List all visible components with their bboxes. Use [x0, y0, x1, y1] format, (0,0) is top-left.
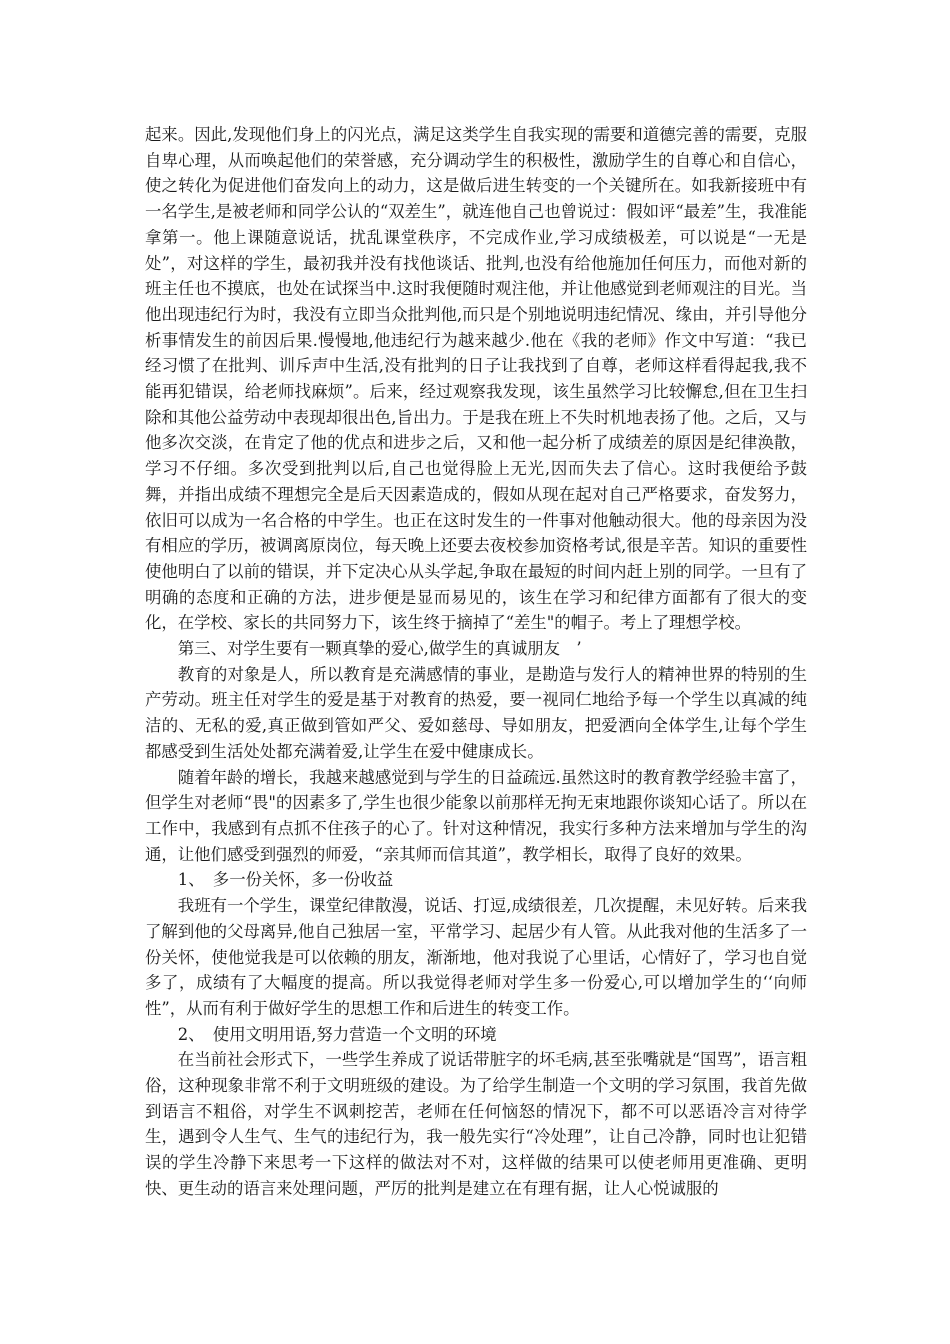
subheading-civil-language: 2、 使用文明用语,努力营造一个文明的环境: [177, 1024, 497, 1044]
document-body: [145, 122, 807, 1202]
paragraph-intro-case: 起来。因此,发现他们身上的闪光点，满足这类学生自我实现的需要和道德完善的需要，克服自卑心理，从而唤起他们的荣誉感，充分调动学生的积极性，激励学生的自尊心和自信心，使之转化为促进他们奋发向上的动力，这是做后进生转变的一个关键所在。如我新接班中有一名学生,是被老师和同学公认的“双差生”，就连他自己也曾说过：假如评“最差”生，我准能拿第一。他上课随意说话，扰乱课堂秩序，不完成作业,学习成绩极差，可以说是“一无是处”，对这样的学生，最初我并没有找他谈话、批判,也没有给他施加任何压力，而他对新的班主任也不摸底，也处在试探当中.这时我便随时观注他，并让他感觉到老师观注的目光。当他出现违纪行为时，我没有立即当众批判他,而只是个别地说明违纪情况、缘由，并引导他分析事情发生的前因后果.慢慢地,他违纪行为越来越少.他在《我的老师》作文中写道：“我已经习惯了在批判、训斥声中生活,没有批判的日子让我找到了自尊，老师这样看得起我,我不能再犯错误，给老师找麻烦”。后来，经过观察我发现，该生虽然学习比较懈怠,但在卫生扫除和其他公益劳动中表现却很出色,旨出力。于是我在班上不失时机地表扬了他。之后，又与他多次交淡，在肯定了他的优点和进步之后，又和他一起分析了成绩差的原因是纪律涣散，学习不仔细。多次受到批判以后,自己也觉得脸上无光,因而失去了信心。这时我便给予鼓舞，并指出成绩不理想完全是后天因素造成的，假如从现在起对自己严格要求，奋发努力，依旧可以成为一名合格的中学生。也正在这时发生的一件事对他触动很大。他的母亲因为没有相应的学历，被调离原岗位，每天晚上还要去夜校参加资格考试,很是辛苦。知识的重要性使他明白了以前的错误，并下定决心从头学起,争取在最短的时间内赶上别的同学。一旦有了明确的态度和正确的方法，进步便是显而易见的，该生在学习和纪律方面都有了很大的变化，在学校、家长的共同努力下，该生终于摘掉了“差生"的帽子。考上了理想学校。: [145, 125, 807, 633]
paragraph-care-example: 我班有一个学生，课堂纪律散漫，说话、打逗,成绩很差，几次提醒，未见好转。后来我了解到他的父母离异,他自己独居一室，平常学习、起居少有人管。从此我对他的生活多了一份关怀，使他觉我是可以依赖的朋友，渐渐地，他对我说了心里话，心情好了，学习也自觉多了，成绩有了大幅度的提高。所以我觉得老师对学生多一份爱心,可以增加学生的‘‘向师性”，从而有利于做好学生的思想工作和后进生的转变工作。: [145, 896, 807, 1018]
paragraph-education-love: 教育的对象是人，所以教育是充满感情的事业，是勘造与发行人的精神世界的特别的生产劳动。班主任对学生的爱是基于对教育的热爱，要一视同仁地给予每一个学生以真减的纯洁的、无私的爱,真正做到管如严父、爱如慈母、导如朋友，把爱洒向全体学生,让每个学生都感受到生活处处都充满着爱,让学生在爱中健康成长。: [145, 664, 807, 761]
section-heading-three: 第三、对学生要有一颗真挚的爱心,做学生的真诚朋友 ’: [177, 639, 582, 659]
paragraph-growing-distance: 随着年龄的增长，我越来越感觉到与学生的日益疏远.虽然这时的教育教学经验丰富了，但学生对老师“畏"的因素多了,学生也很少能象以前那样无拘无束地跟你谈知心话了。所以在工作中，我感到有点抓不住孩子的心了。针对这种情况，我实行多种方法来增加与学生的沟通，让他们感受到强烈的师爱，“亲其师而信其道”，教学相长，取得了良好的效果。: [145, 767, 807, 864]
paragraph-civil-language: 在当前社会形式下，一些学生养成了说话带脏字的坏毛病,甚至张嘴就是“国骂”，语言粗俗，这种现象非常不利于文明班级的建设。为了给学生制造一个文明的学习氛围，我首先做到语言不粗俗，对学生不讽刺挖苦，老师在任何恼怒的情况下，都不可以恶语冷言对待学生，遇到令人生气、生气的违纪行为，我一般先实行“冷处理”，让自己冷静，同时也让犯错误的学生冷静下来思考一下这样的做法对不对，这样做的结果可以使老师用更准确、更明快、更生动的语言来处理问题，严厉的批判是建立在有理有据，让人心悦诚服的: [145, 1050, 807, 1198]
subheading-care: 1、 多一份关怀，多一份收益: [177, 870, 394, 890]
